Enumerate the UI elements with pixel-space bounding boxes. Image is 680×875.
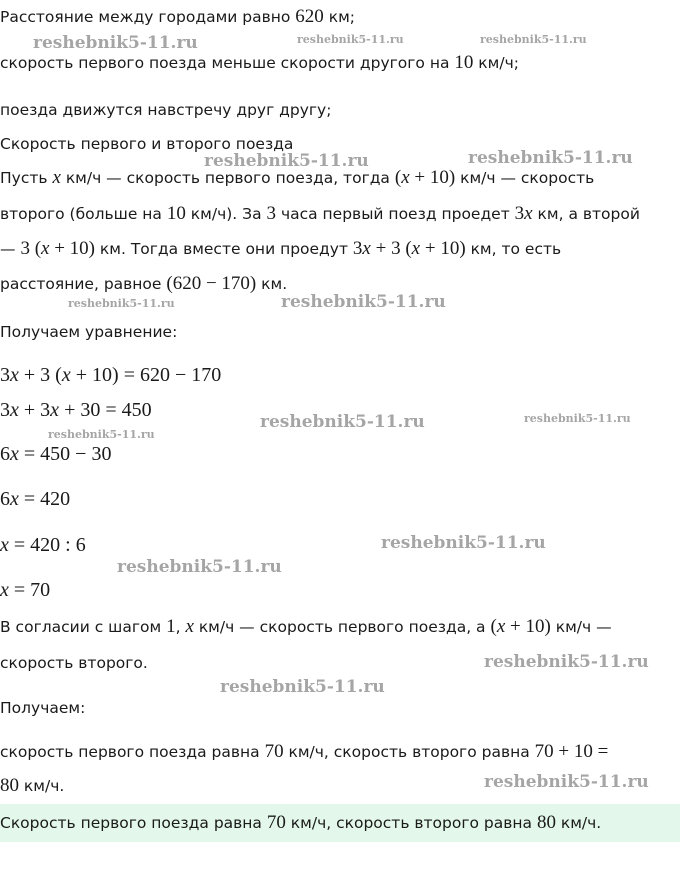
text: км, а второй xyxy=(532,205,640,223)
text: км/ч; xyxy=(473,54,519,72)
math-variable: x xyxy=(52,167,61,188)
equation-3: 6x = 450 − 30 xyxy=(0,443,112,465)
equation-2: 3x + 3x + 30 = 450 xyxy=(0,399,152,421)
text: скорость первого поезда меньше скорости другого на xyxy=(0,54,455,72)
watermark: reshebnik5-11.ru xyxy=(281,292,446,312)
text: км/ч. xyxy=(555,814,602,832)
math-number: 70 xyxy=(266,812,286,833)
watermark: reshebnik5-11.ru xyxy=(468,148,633,168)
math-expression: 3x xyxy=(514,203,533,224)
math-number: 10 xyxy=(166,203,186,224)
conclusion-line-4 xyxy=(0,775,64,797)
equation-6: x = 70 xyxy=(0,579,51,601)
math-number: 10 xyxy=(454,52,474,73)
math-number: 80 xyxy=(536,812,556,833)
watermark: reshebnik5-11.ru xyxy=(68,297,175,310)
equation-5: x = 420 : 6 xyxy=(0,534,86,556)
text: км/ч — скорость xyxy=(455,169,595,187)
answer-text xyxy=(0,812,601,834)
text: км/ч, скорость второго равна xyxy=(283,743,535,761)
text: второго (больше на xyxy=(0,205,167,223)
solution-line-4 xyxy=(0,273,287,295)
watermark: reshebnik5-11.ru xyxy=(33,33,198,53)
math-variable: x xyxy=(185,616,194,637)
watermark: reshebnik5-11.ru xyxy=(48,428,155,441)
text: км/ч). За xyxy=(185,205,267,223)
math-number: 1 xyxy=(166,616,176,637)
text: км. Тогда вместе они проедут xyxy=(95,240,353,258)
watermark: reshebnik5-11.ru xyxy=(204,151,369,171)
text: В согласии с шагом xyxy=(0,618,167,636)
watermark: reshebnik5-11.ru xyxy=(117,557,282,577)
conclusion-line-1 xyxy=(0,616,612,638)
solution-line-3 xyxy=(0,238,561,260)
condition-distance xyxy=(0,6,355,28)
watermark: reshebnik5-11.ru xyxy=(260,412,425,432)
math-expression: 70 + 10 = xyxy=(534,741,609,762)
question-text: Скорость первого и второго поезда xyxy=(0,135,294,153)
math-expression: (620 − 170) xyxy=(166,273,257,294)
conclusion-intro: Получаем: xyxy=(0,699,86,717)
text: Расстояние между городами равно xyxy=(0,8,296,26)
text: — xyxy=(0,240,21,258)
text: Скорость первого поезда равна xyxy=(0,814,267,832)
condition-speed-difference xyxy=(0,52,519,74)
math-expression: 3x + 3 (x + 10) xyxy=(352,238,466,259)
text: часа первый поезд проедет xyxy=(276,205,515,223)
equation-intro: Получаем уравнение: xyxy=(0,323,178,341)
text: км, то есть xyxy=(465,240,562,258)
math-expression: (x + 10) xyxy=(394,167,456,188)
text: Пусть xyxy=(0,169,53,187)
equation-1: 3x + 3 (x + 10) = 620 − 170 xyxy=(0,364,222,386)
text: км. xyxy=(256,275,288,293)
watermark: reshebnik5-11.ru xyxy=(297,33,404,46)
equation-4: 6x = 420 xyxy=(0,488,71,510)
condition-direction: поезда движутся навстречу друг другу; xyxy=(0,101,332,119)
text: км/ч — xyxy=(550,618,612,636)
watermark: reshebnik5-11.ru xyxy=(220,677,385,697)
math-number: 620 xyxy=(295,6,324,27)
text: , xyxy=(175,618,186,636)
text: км; xyxy=(323,8,355,26)
text: км/ч — скорость первого поезда, а xyxy=(193,618,491,636)
watermark: reshebnik5-11.ru xyxy=(480,33,587,46)
watermark: reshebnik5-11.ru xyxy=(484,772,649,792)
text: км/ч, скорость второго равна xyxy=(285,814,537,832)
math-expression: (x + 10) xyxy=(490,616,551,637)
conclusion-line-3 xyxy=(0,741,608,763)
math-number: 70 xyxy=(264,741,284,762)
watermark: reshebnik5-11.ru xyxy=(524,412,631,425)
watermark: reshebnik5-11.ru xyxy=(484,652,649,672)
solution-line-2 xyxy=(0,203,640,225)
math-expression: 3 (x + 10) xyxy=(20,238,95,259)
math-number: 80 xyxy=(0,775,19,796)
math-number: 3 xyxy=(266,203,277,224)
answer-box xyxy=(0,804,680,842)
text: км/ч — скорость первого поезда, тогда xyxy=(60,169,395,187)
text: скорость первого поезда равна xyxy=(0,743,265,761)
conclusion-line-2: скорость второго. xyxy=(0,654,148,672)
text: расстояние, равное xyxy=(0,275,167,293)
watermark: reshebnik5-11.ru xyxy=(381,533,546,553)
text: км/ч. xyxy=(19,777,65,795)
